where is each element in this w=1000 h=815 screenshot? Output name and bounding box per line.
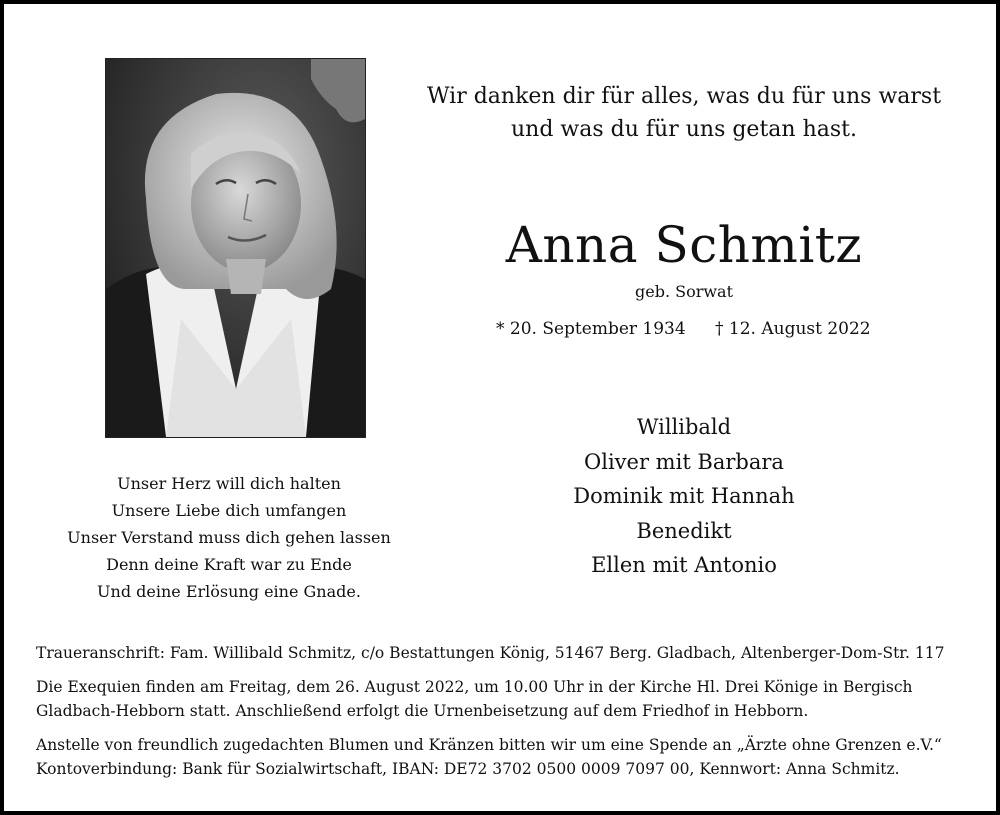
info-section — [36, 641, 976, 781]
mourner: Ellen mit Antonio — [591, 553, 777, 577]
poem — [44, 470, 414, 605]
donation-text-line: Kontoverbindung: Bank für Sozialwirtschaft, IBAN: DE72 3702 0500 0009 7097 00, Kennwort: Anna Schmitz. — [36, 760, 900, 778]
service-info — [36, 675, 976, 723]
mourner: Willibald — [636, 415, 732, 439]
quote-line: Wir danken dir für alles, was du für uns warst — [426, 84, 942, 109]
birth-date: * 20. September 1934 — [496, 319, 686, 339]
portrait-photo — [105, 58, 366, 438]
poem-line: Unser Herz will dich halten — [117, 474, 341, 493]
donation-text-line: Anstelle von freundlich zugedachten Blumen und Kränzen bitten wir um eine Spende an „Ärzte ohne Grenzen e.V.“ — [36, 736, 942, 754]
service-text-line: Die Exequien finden am Freitag, dem 26. August 2022, um 10.00 Uhr in der Kirche Hl. Drei Könige in Bergisch — [36, 678, 913, 696]
mourners-list — [384, 410, 984, 583]
poem-line: Denn deine Kraft war zu Ende — [106, 555, 352, 574]
poem-line: Unsere Liebe dich umfangen — [111, 501, 347, 520]
mourner: Benedikt — [636, 518, 732, 543]
mourner: Dominik mit Hannah — [573, 484, 795, 508]
donation-info — [36, 733, 976, 781]
death-date: † 12. August 2022 — [715, 319, 871, 339]
maiden-name: geb. Sorwat — [634, 282, 734, 301]
deceased-name: Anna Schmitz — [505, 216, 863, 274]
poem-line: Unser Verstand muss dich gehen lassen — [67, 528, 391, 547]
mourning-address — [36, 641, 976, 665]
quote-line: und was du für uns getan hast. — [511, 117, 857, 142]
mourner: Oliver mit Barbara — [584, 449, 784, 474]
poem-line: Und deine Erlösung eine Gnade. — [97, 582, 361, 601]
address-text: Traueranschrift: Fam. Willibald Schmitz, c/o Bestattungen König, 51467 Berg. Gladbach, Altenberger-Dom-Str. 117 — [36, 644, 945, 662]
service-text-line: Gladbach-Hebborn statt. Anschließend erfolgt die Urnenbeisetzung auf dem Friedhof in Hebborn. — [36, 702, 809, 720]
portrait-photo-icon — [106, 59, 365, 437]
quote — [384, 80, 984, 146]
